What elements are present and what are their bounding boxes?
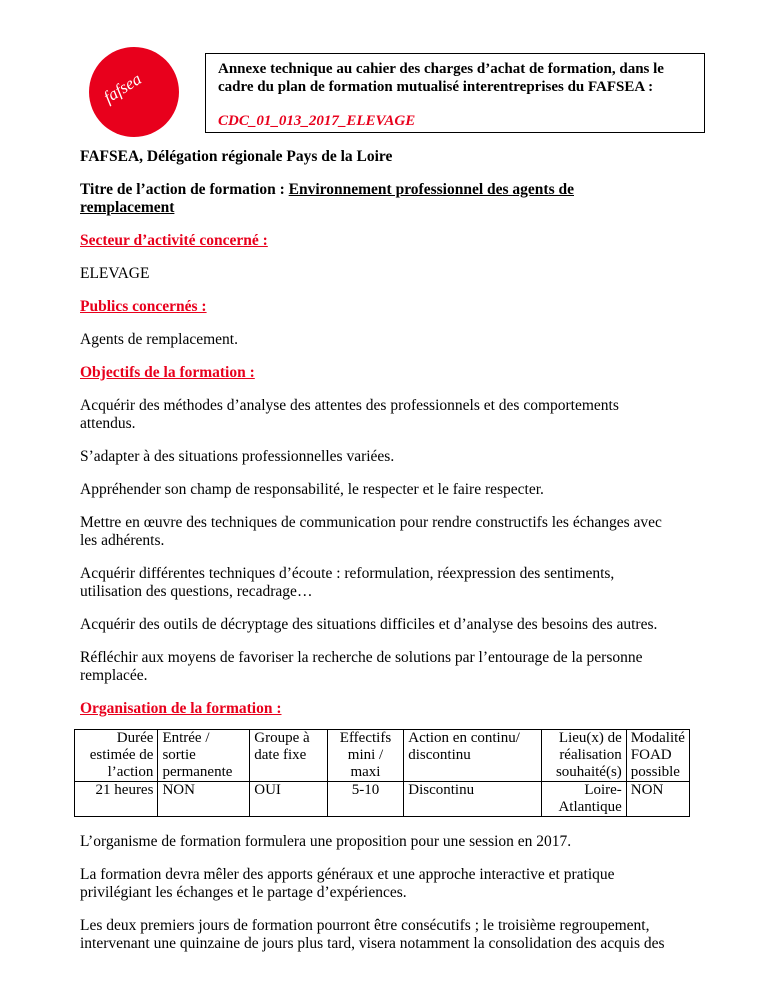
header-cell-line: Lieu(x) de xyxy=(558,730,622,746)
paragraph xyxy=(80,833,690,851)
table-value-cell xyxy=(250,782,328,817)
header-cell-line: possible xyxy=(630,764,680,780)
titre-value-2: remplacement xyxy=(80,199,175,216)
value-cell-line: 21 heures xyxy=(95,782,154,798)
header-cell-line: mini / xyxy=(347,747,384,763)
objectif-item xyxy=(80,397,690,433)
paragraph-line: intervenant une quinzaine de jours plus tard, visera notamment la consolidation des acquis des xyxy=(80,935,665,952)
header-cell-line: souhaité(s) xyxy=(555,764,622,780)
document-code: CDC_01_013_2017_ELEVAGE xyxy=(218,113,416,129)
table-value-cell xyxy=(404,782,542,817)
table-value-cell xyxy=(541,782,626,817)
objectifs-heading: Objectifs de la formation : xyxy=(80,364,255,381)
header-line-2: cadre du plan de formation mutualisé interentreprises du FAFSEA : xyxy=(218,79,654,95)
document-body xyxy=(80,148,690,968)
objectif-line: Appréhender son champ de responsabilité, le respecter et le faire respecter. xyxy=(80,481,544,498)
table-value-cell xyxy=(75,782,158,817)
table-header-row xyxy=(75,730,690,782)
value-cell-line: NON xyxy=(162,782,195,798)
table-value-row xyxy=(75,782,690,817)
header-cell-line: discontinu xyxy=(408,747,471,763)
table-header-cell xyxy=(75,730,158,782)
paragraph-line: L’organisme de formation formulera une proposition pour une session en 2017. xyxy=(80,833,572,850)
titre-action xyxy=(80,181,690,217)
value-cell-line: Loire- xyxy=(584,782,622,798)
table-value-cell xyxy=(626,782,689,817)
header-cell-line: Entrée / xyxy=(162,730,210,746)
header-cell-line: date fixe xyxy=(254,747,307,763)
objectif-item xyxy=(80,565,690,601)
header-cell-line: FOAD xyxy=(630,747,672,763)
objectif-line: les adhérents. xyxy=(80,532,165,549)
objectif-item xyxy=(80,514,690,550)
objectif-item xyxy=(80,448,690,466)
objectif-item xyxy=(80,616,690,634)
objectif-line: Réfléchir aux moyens de favoriser la recherche de solutions par l’entourage de la personne xyxy=(80,649,643,666)
value-cell-line: 5-10 xyxy=(351,782,380,798)
paragraph-line: Les deux premiers jours de formation pourront être consécutifs ; le troisième regroupement, xyxy=(80,917,650,934)
header-cell-line: Action en continu/ xyxy=(408,730,520,746)
value-cell-line: Atlantique xyxy=(558,799,622,815)
objectif-line: Acquérir différentes techniques d’écoute : reformulation, réexpression des sentiments, xyxy=(80,565,615,582)
header-cell-line: Modalité xyxy=(630,730,685,746)
paragraph xyxy=(80,866,690,902)
objectif-line: Mettre en œuvre des techniques de communication pour rendre constructifs les échanges avec xyxy=(80,514,662,531)
header-cell-line: l’action xyxy=(107,764,154,780)
objectif-item xyxy=(80,481,690,499)
header-line-1: Annexe technique au cahier des charges d’achat de formation, dans le xyxy=(218,61,664,77)
table-header-cell xyxy=(626,730,689,782)
fafsea-logo xyxy=(88,46,180,138)
table-header-cell xyxy=(158,730,250,782)
organisation-heading: Organisation de la formation : xyxy=(80,700,282,717)
header-cell-line: estimée de xyxy=(89,747,154,763)
secteur-heading: Secteur d’activité concerné : xyxy=(80,232,268,249)
publics-value: Agents de remplacement. xyxy=(80,331,238,348)
header-cell-line: Effectifs xyxy=(339,730,392,746)
delegation: FAFSEA, Délégation régionale Pays de la Loire xyxy=(80,148,393,165)
paragraph-line: La formation devra mêler des apports généraux et une approche interactive et pratique xyxy=(80,866,615,883)
table-value-cell xyxy=(327,782,403,817)
value-cell-line: NON xyxy=(630,782,664,798)
objectif-line: attendus. xyxy=(80,415,136,432)
header-cell-line: sortie xyxy=(162,747,196,763)
header-cell-line: réalisation xyxy=(559,747,622,763)
objectif-line: utilisation des questions, recadrage… xyxy=(80,583,313,600)
paragraph xyxy=(80,917,690,953)
objectif-item xyxy=(80,649,690,685)
table-header-cell xyxy=(404,730,542,782)
objectif-line: Acquérir des outils de décryptage des situations difficiles et d’analyse des besoins des autres. xyxy=(80,616,658,633)
objectifs-list xyxy=(80,397,690,685)
header-box xyxy=(205,53,705,133)
header-cell-line: Groupe à xyxy=(254,730,310,746)
table-header-cell xyxy=(541,730,626,782)
logo-text: fafsea xyxy=(100,69,145,107)
value-cell-line: Discontinu xyxy=(408,782,475,798)
table-value-cell xyxy=(158,782,250,817)
table-header-cell xyxy=(327,730,403,782)
objectif-line: Acquérir des méthodes d’analyse des attentes des professionnels et des comportements xyxy=(80,397,619,414)
publics-heading: Publics concernés : xyxy=(80,298,207,315)
titre-label: Titre de l’action de formation : xyxy=(80,181,289,198)
objectif-line: S’adapter à des situations professionnelles variées. xyxy=(80,448,395,465)
value-cell-line: OUI xyxy=(254,782,281,798)
header-cell-line: Durée xyxy=(116,730,154,746)
objectif-line: remplacée. xyxy=(80,667,148,684)
organisation-table xyxy=(74,729,690,817)
secteur-value: ELEVAGE xyxy=(80,265,150,282)
paragraph-line: privilégiant les échanges et le partage d’expériences. xyxy=(80,884,407,901)
header-cell-line: permanente xyxy=(162,764,233,780)
table-header-cell xyxy=(250,730,328,782)
paragraphs xyxy=(80,833,690,953)
titre-value-1: Environnement professionnel des agents de xyxy=(288,181,574,198)
header-cell-line: maxi xyxy=(350,764,381,780)
